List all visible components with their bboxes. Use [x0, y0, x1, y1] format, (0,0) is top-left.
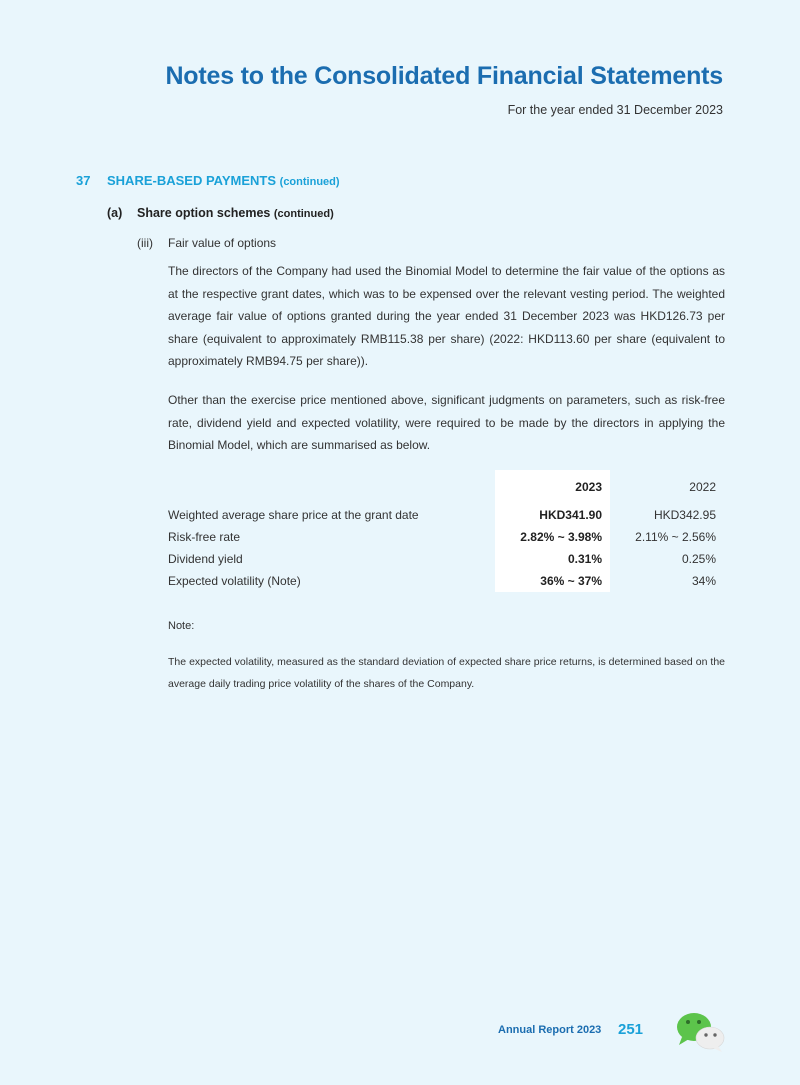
subsection-title: Share option schemes: [137, 206, 271, 220]
item-label: (iii): [137, 236, 153, 250]
page-subtitle: For the year ended 31 December 2023: [507, 103, 723, 117]
header-2023: 2023: [575, 480, 602, 494]
section-title: SHARE-BASED PAYMENTS: [107, 173, 277, 188]
row-label: Weighted average share price at the grant date: [168, 508, 419, 522]
row-label: Dividend yield: [168, 552, 243, 566]
parameters-table: [168, 470, 725, 592]
cell-2023: 0.31%: [567, 552, 602, 566]
table-row: [168, 570, 725, 592]
subsection-heading: [137, 206, 334, 220]
row-label: Risk-free rate: [168, 530, 241, 544]
table-row: [168, 526, 725, 548]
paragraph-fair-value: The directors of the Company had used the Binomial Model to determine the fair value of the options as at the respective grant dates, which was to be expensed over the relevant vesting period. The weighted average fair value of options granted during the year ended 31 December 2023 was HKD126.73 per share (equivalent to approximately RMB115.38 per share) (2022: HKD113.60 per share (equivalent to approximately RMB94.75 per share)).: [168, 264, 725, 368]
note-text: The expected volatility, measured as the standard deviation of expected share price returns, is determined based on the average daily trading price volatility of the shares of the Company.: [168, 656, 725, 690]
subsection-label: (a): [107, 206, 123, 220]
section-heading: [107, 173, 340, 188]
footer-report-label: Annual Report 2023: [498, 1024, 602, 1036]
table-row: [168, 504, 725, 526]
header-2022: 2022: [689, 480, 716, 494]
cell-2023: 36% ~ 37%: [540, 574, 602, 588]
section-continued: (continued): [279, 176, 340, 188]
cell-2022: HKD342.95: [653, 508, 716, 522]
table-row: [168, 548, 725, 570]
page-number: 251: [618, 1021, 644, 1038]
cell-2022: 2.11% ~ 2.56%: [635, 530, 716, 544]
section-number: 37: [76, 173, 91, 188]
note-label: Note:: [168, 620, 195, 632]
item-title: Fair value of options: [168, 236, 277, 250]
cell-2022: 0.25%: [681, 552, 716, 566]
cell-2023: HKD341.90: [539, 508, 602, 522]
chat-bubbles-icon: [674, 1010, 726, 1052]
paragraph-judgments: Other than the exercise price mentioned above, significant judgments on parameters, such as risk-free rate, dividend yield and expected volatility, were required to be made by the directors in applying the Binomial Model, which are summarised as below.: [168, 393, 725, 452]
cell-2023: 2.82% ~ 3.98%: [520, 530, 602, 544]
page-title: Notes to the Consolidated Financial Statements: [165, 62, 723, 90]
subsection-continued: (continued): [273, 208, 334, 220]
table-header-row: [168, 470, 725, 504]
row-label: Expected volatility (Note): [168, 574, 301, 588]
cell-2022: 34%: [691, 574, 716, 588]
